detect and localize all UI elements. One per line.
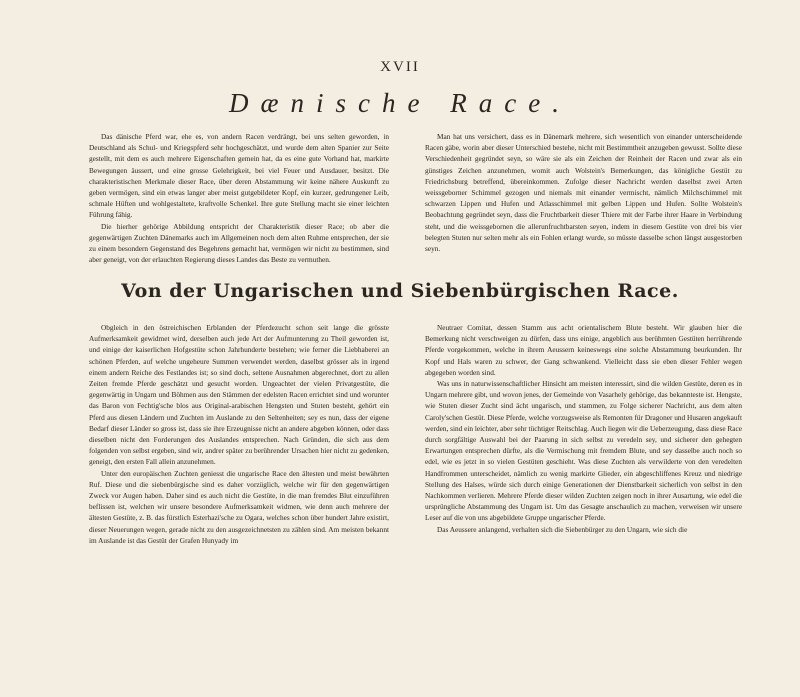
paragraph: Obgleich in den östreichischen Erblanden der Pferdezucht schon seit lange die grösste Aufmerksamkeit gewidmet wird, derselben auch jede Art der Aufmunterung zu Theil geworden ist, und einige der kaiserlichen Hofgestüte schon Jahrhunderte bestehen; wie ferner die Liebhaberei an schönen Pferden, auf welche ungeheure Summen verwendet werden, daselbst grösser als in irgend einem andern Reiche des Festlandes ist; so sind doch, seltene Ausnahmen abgerechnet, dort zu allen Zeiten fremde Pferde geschätzt und gesucht worden. Ungeachtet der vielen Privatgestüte, die gegenwärtig in Ungarn und Böhmen aus den Stämmen der edelsten Racen errichtet sind und worunter das Baron von Fechtig'sche blos aus Original-arabischen Hengsten und Stuten besteht, gehört ein Pferd aus diesen Ländern und Zuchten im Auslande zu den Seltenheiten; sey es nun, dass der eigene Bedarf dieser Länder so gross ist, dass sie ihre Erzeugnisse nicht an andere abgeben können, oder dass dieselben nicht den Forderungen des Auslandes entsprechen. Nach Gründen, die sich aus dem folgenden von selbst ergeben, sind wir, andrer später zu berührender Ursachen hier nicht zu gedenken, geneigt, den ersten Fall allein anzunehmen.: [89, 323, 389, 467]
page-number: XVII: [380, 59, 420, 75]
danish-left-column: [89, 131, 389, 265]
hungarian-left-column: [89, 322, 389, 546]
paragraph: Die hierher gehörige Abbildung entspricht der Charakteristik dieser Race; ob aber die gegenwärtigen Zuchten Dänemarks auch im Allgemeinen noch dem alten Ruhme entsprechen, der sie zu einem besondern Gegenstand des Begehrens gemacht hat, vermögen wir nicht zu bestimmen, sind aber geneigt, von der erlauchten Regierung dieses Landes das Beste zu vermuthen.: [89, 221, 389, 265]
paragraph: Neutraer Comitat, dessen Stamm aus acht orientalischem Blute besteht. Wir glauben hier die Bemerkung nicht verschweigen zu dürfen, dass uns einige, angeblich aus berühmten Gestüten herrührende Pferde vorgekommen, welche in ihrem Aeussern keineswegs eine solche Abstammung beurkunden. Ihr Kopf und Hals waren zu schwer, der Gang schwankend. Vielleicht dass sie eben dieser Fehler wegen abgegeben worden sind.: [425, 323, 742, 377]
paragraph: Das Aeussere anlangend, verhalten sich die Siebenbürger zu den Ungarn, wie sich die: [437, 524, 688, 534]
section-title-hungarian: Von der Ungarischen und Siebenbürgischen Race.: [121, 280, 679, 302]
paragraph: Das dänische Pferd war, ehe es, von andern Racen verdrängt, bei uns selten geworden, in Deutschland als Schul- und Kriegspferd sehr hochgeschätzt, und wurde dem alten Spanier zur Seite gestellt, mit dem es auch mehrere Eigenschaften gemein hat, da es eine gute Vorhand hat, markirte Bewegungen äussert, und eine grosse Gelehrigkeit, bei viel Feuer und Ausdauer, besitzt. Die charakteristischen Merkmale dieser Race, über deren Abstammung wir keine nähere Auskunft zu geben vermögen, sind ein etwas langer aber meist gutgebildeter Kopf, ein kurzer, gedrungener Leib, schmale Hüften und wohlgestaltete, kraftvolle Schenkel. Ihre gute Stellung macht sie einer leichten Führung fähig.: [89, 132, 389, 220]
paragraph: Man hat uns versichert, dass es in Dänemark mehrere, sich wesentlich von einander unterscheidende Racen gäbe, worin aber dieser Unterschied bestehe, nicht mit Bestimmtheit anzugeben gewusst. Sollte diese Verschiedenheit gegründet seyn, so wäre sie als ein Zeichen der Reinheit der Racen und zwar als ein günstiges Zeichen anzunehmen, womit auch Wolstein's Bemerkungen, das königliche Gestüt zu Friedrichsburg betreffend, übereinkommen. Zufolge dieser Nachricht werden daselbst zwei Arten weissgeborner Schimmel gezogen und niemals mit einander vermischt, nämlich Milchschimmel mit schwarzen Lippen und Hufen und Atlasschimmel mit gelben Lippen und Hufen. Sollte Wolstein's Beobachtung gegründet seyn, dass die Fruchtbarkeit dieser Thiere mit der Farbe ihrer Haare in Verbindung steht, und die weissgebornen die allerunfruchtbarsten seyen, indem in diesem Gestüte von drei bis vier belegten Stuten nur selten mehr als ein Fohlen erlangt wurde, so müsste dasselbe schon längst ausgestorben seyn.: [425, 132, 742, 254]
paragraph: Was uns in naturwissenschaftlicher Hinsicht am meisten interessirt, sind die wilden Gestüte, deren es in Ungarn mehrere gibt, und wovon jenes, der Gemeinde von Vasarhely gehörige, das bekannteste ist. Hengste, wie Stuten dieser Zucht sind ächt ungarisch, und stammen, zu Folge sicherer Nachricht, aus dem alten Caroly'schen Gestüt. Diese Pferde, welche vorzugsweise als Remonten für Dragoner und Husaren angekauft werden, sind ein leichter, aber sehr tüchtiger Reitschlag. Auch liegen wir die Ueberzeugung, dass diese Race durch sorgfältige Auswahl bei der Paarung in sich selbst zu veredeln sey, und sicherer den gehegten Erwartungen entsprechen dürfte, als die Vermischung mit fremdem Blute, und sey dasselbe auch noch so edel, wie es jetzt in so vielen Gestüten geschieht. Was diese Zuchten als verwilderte von den veredelten Handfrommen unterscheidet, nämlich zu wenig markirte Glieder, ein abgeschliffenes Kreuz und niedrige Stellung des Halses, würde sich durch einige Generationen der Dienstbarkeit sicherlich von selbst in den Nachkommen verlieren. Mehrere Pferde dieser wilden Zuchten zeigen noch in ihrer Ausartung, wie edel die ursprüngliche Abstammung des Ungarn ist. Um das Gesagte anschaulich zu machen, verweisen wir unsere Leser auf die von uns abgebildete Gruppe ungarischer Pferde.: [425, 379, 742, 523]
paragraph: Unter den europäischen Zuchten geniesst die ungarische Race den ältesten und meist bewährten Ruf. Diese und die siebenbürgische sind es daher vorzüglich, welche wir für den gegenwärtigen Zweck vor Augen haben. Daher sind es auch nicht die Gestüte, in die man fremdes Blut einzuführen beflissen ist, welchen wir unsere besondere Aufmerksamkeit widmen, wie denn auch mehrere der ältesten Gestüte, z. B. das fürstlich Esterhazi'sche zu Ogara, welches schon über hundert Jahre existirt, dieser Neuerungen wegen, gerade nicht zu den ausgezeichnetsten zu zählen sind. Am meisten bekannt im Auslande ist das Gestüt der Grafen Hunyady im: [89, 468, 389, 545]
hungarian-right-column: [425, 322, 742, 535]
section-title-danish: Dænische Race.: [229, 88, 571, 118]
danish-right-column: [425, 131, 742, 254]
